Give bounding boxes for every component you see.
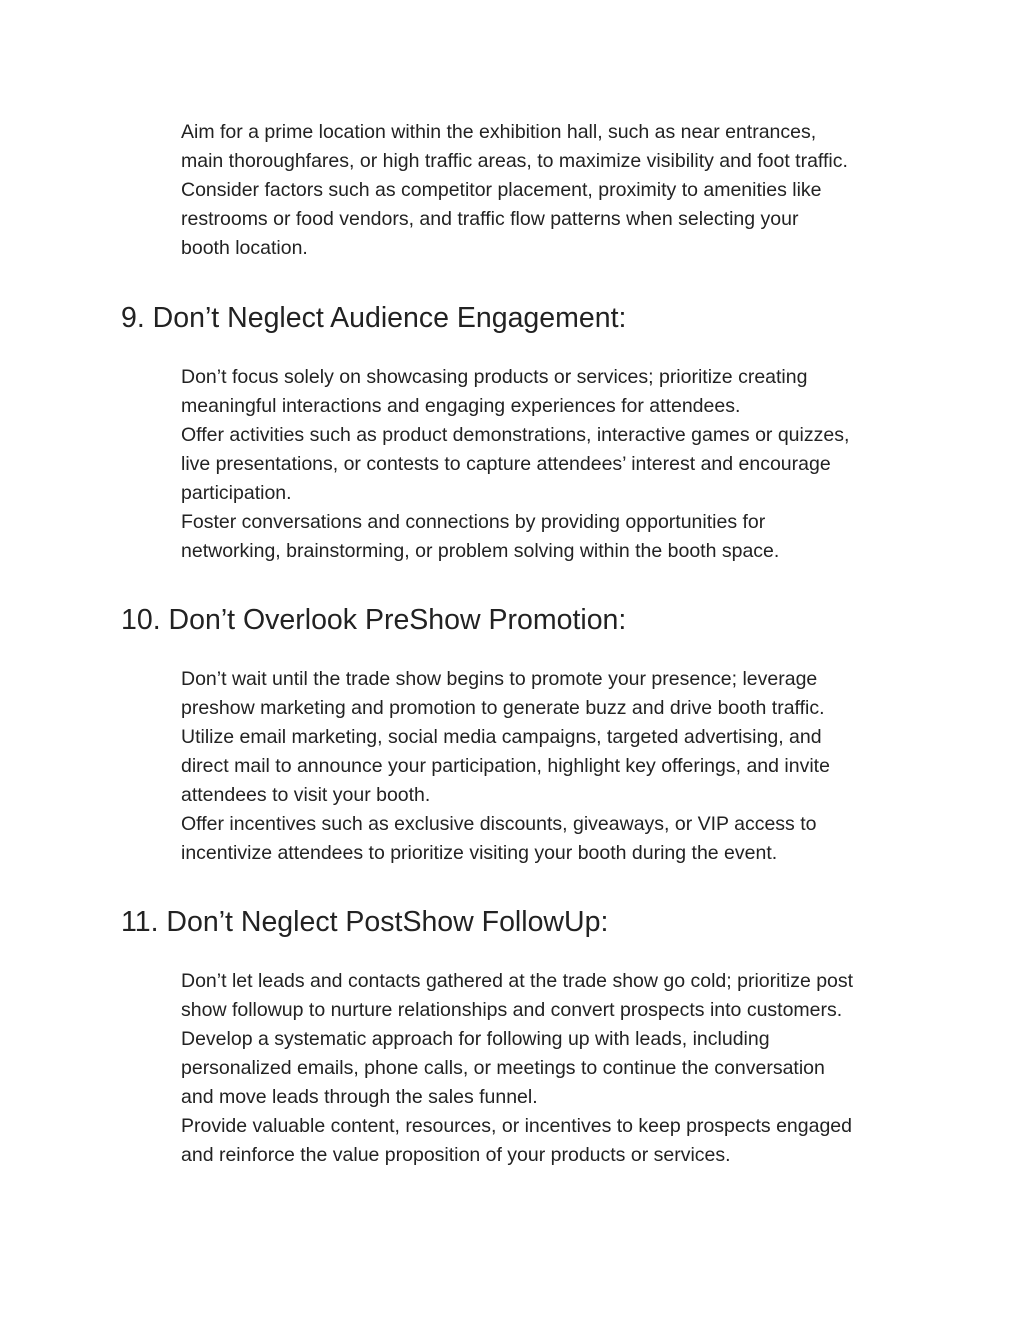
- text-line: live presentations, or contests to capture attendees’ interest and encourage: [181, 453, 831, 475]
- intro-paragraph: [181, 118, 921, 263]
- text-line: Aim for a prime location within the exhibition hall, such as near entrances,: [181, 121, 817, 143]
- text-line: networking, brainstorming, or problem solving within the booth space.: [181, 540, 780, 562]
- text-line: and move leads through the sales funnel.: [181, 1086, 538, 1108]
- text-line: Don’t let leads and contacts gathered at the trade show go cold; prioritize post: [181, 970, 854, 992]
- text-line: Develop a systematic approach for following up with leads, including: [181, 1028, 770, 1050]
- text-line: Utilize email marketing, social media campaigns, targeted advertising, and: [181, 726, 822, 748]
- text-line: direct mail to announce your participation, highlight key offerings, and invite: [181, 755, 830, 777]
- section-paragraph-11: [181, 967, 921, 1170]
- section-paragraph-9: [181, 363, 921, 566]
- text-line: Foster conversations and connections by providing opportunities for: [181, 511, 766, 533]
- text-line: meaningful interactions and engaging experiences for attendees.: [181, 395, 741, 417]
- text-line: booth location.: [181, 237, 308, 259]
- text-line: personalized emails, phone calls, or meetings to continue the conversation: [181, 1057, 825, 1079]
- section-paragraph-10: [181, 665, 921, 868]
- text-line: show followup to nurture relationships and convert prospects into customers.: [181, 999, 843, 1021]
- section-heading-10: 10. Don’t Overlook PreShow Promotion:: [121, 604, 627, 636]
- text-line: restrooms or food vendors, and traffic flow patterns when selecting your: [181, 208, 799, 230]
- text-line: Offer incentives such as exclusive discounts, giveaways, or VIP access to: [181, 813, 817, 835]
- text-line: Provide valuable content, resources, or incentives to keep prospects engaged: [181, 1115, 852, 1137]
- text-line: Consider factors such as competitor placement, proximity to amenities like: [181, 179, 822, 201]
- text-line: incentivize attendees to prioritize visiting your booth during the event.: [181, 842, 778, 864]
- section-heading-9: 9. Don’t Neglect Audience Engagement:: [121, 302, 627, 334]
- text-line: main thoroughfares, or high traffic areas, to maximize visibility and foot traffic.: [181, 150, 848, 172]
- text-line: and reinforce the value proposition of your products or services.: [181, 1144, 731, 1166]
- text-line: participation.: [181, 482, 292, 504]
- text-line: Don’t wait until the trade show begins to promote your presence; leverage: [181, 668, 818, 690]
- text-line: Offer activities such as product demonstrations, interactive games or quizzes,: [181, 424, 850, 446]
- section-heading-11: 11. Don’t Neglect PostShow FollowUp:: [121, 906, 609, 938]
- text-line: Don’t focus solely on showcasing products or services; prioritize creating: [181, 366, 808, 388]
- text-line: preshow marketing and promotion to generate buzz and drive booth traffic.: [181, 697, 825, 719]
- text-line: attendees to visit your booth.: [181, 784, 431, 806]
